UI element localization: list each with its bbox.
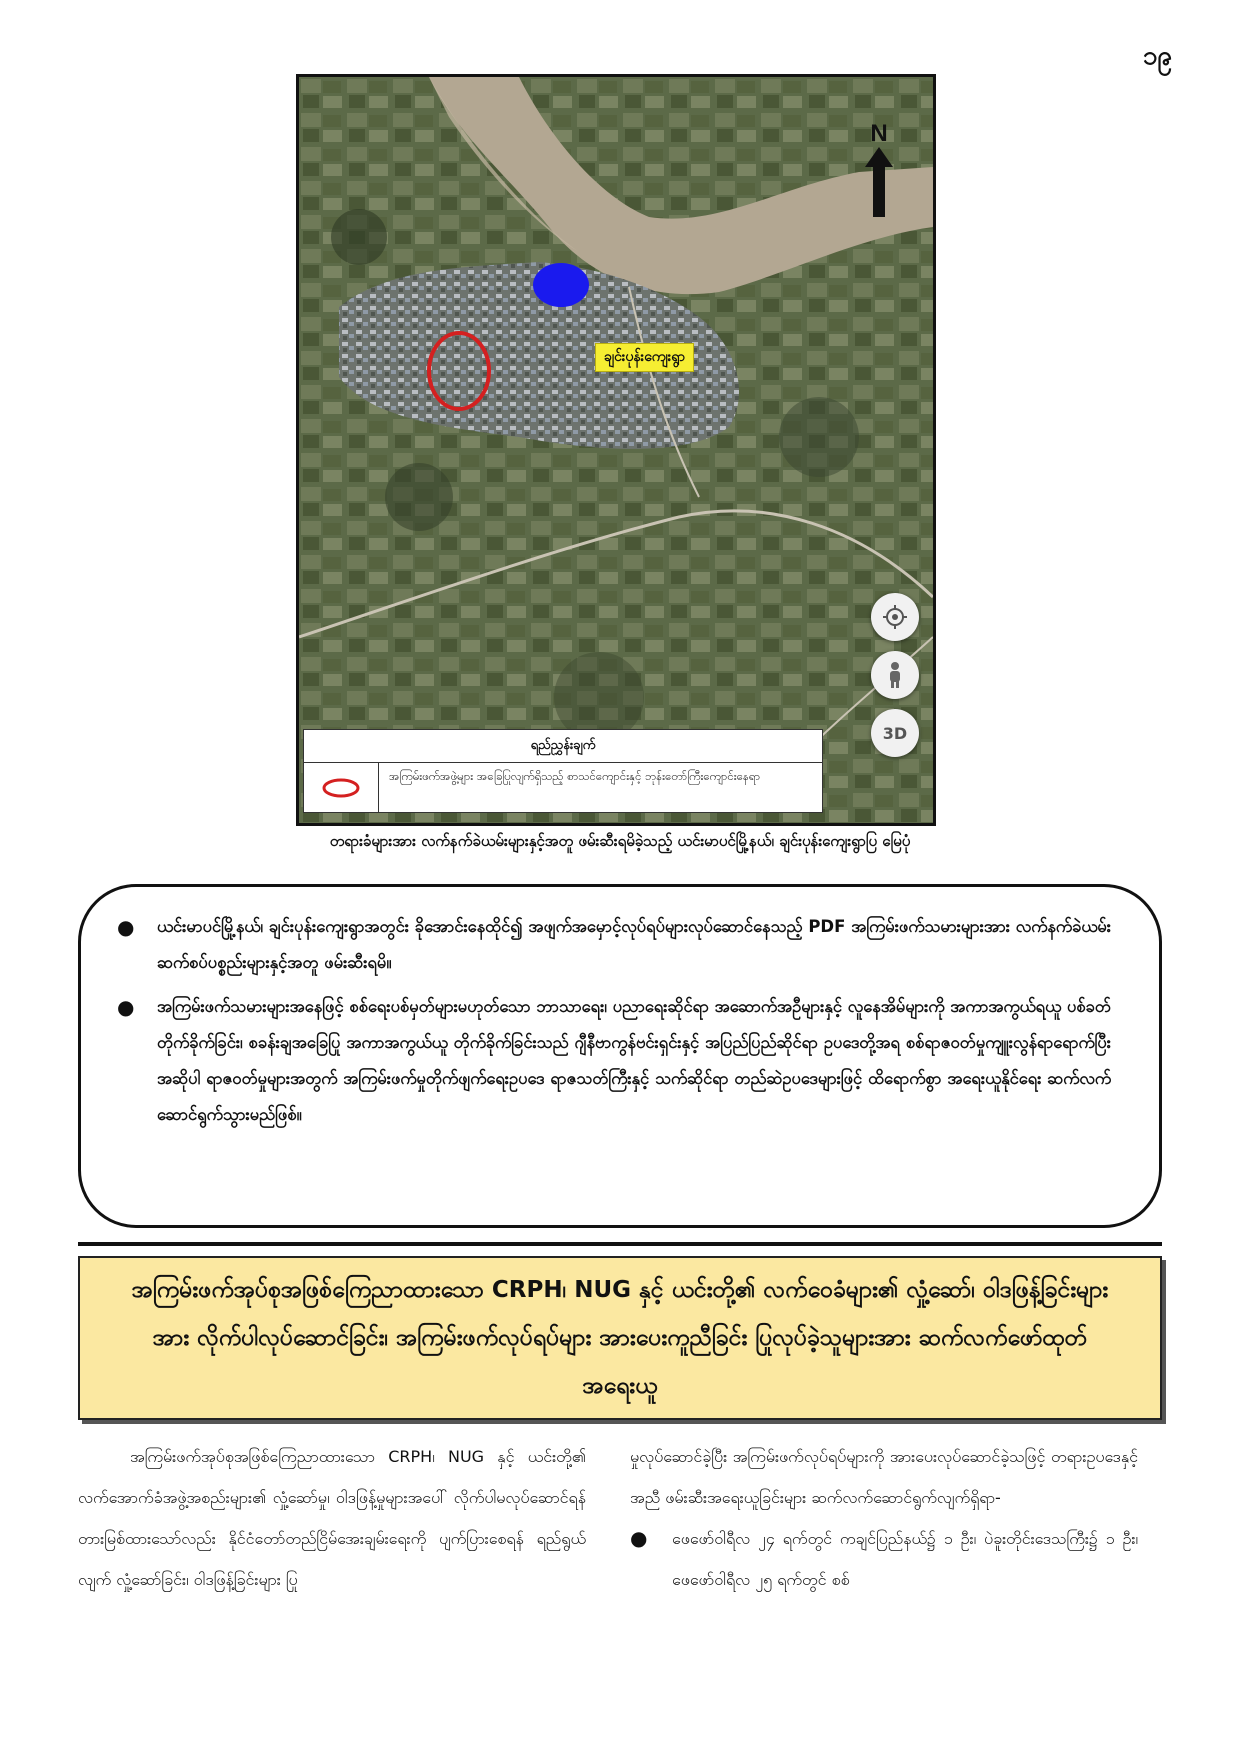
bullet-icon: ● [117,915,135,939]
summary-item-text: အကြမ်းဖက်သမားများအနေဖြင့် စစ်ရေးပစ်မှတ်များမဟုတ်သော ဘာသာရေး၊ ပညာရေးဆိုင်ရာ အဆောက်အဦများနှင့် လူနေအိမ်များကို အကာအကွယ်ရယူ ပစ်ခတ်တိုက်ခိုက်ခြင်း၊ စခန်းချအခြေပြု အကာအကွယ်ယူ တိုက်ခိုက်ခြင်းသည် ဂျီနီဗာကွန်ဗင်းရှင်းနှင့် အပြည်ပြည်ဆိုင်ရာ ဥပဒေတို့အရ စစ်ရာဇဝတ်မှုကျူးလွန်ရာရောက်ပြီး အဆိုပါ ရာဇဝတ်မှုများအတွက် အကြမ်းဖက်မှုတိုက်ဖျက်ရေးဥပဒေ ရာဇသတ်ကြီးနှင့် သက်ဆိုင်ရာ တည်ဆဲဥပဒေများဖြင့် ထိရောက်စွာ အရေးယူနိုင်ရေး ဆက်လက်ဆောင်ရွက်သွားမည်ဖြစ်။ [157,997,1111,1124]
section-divider [78,1242,1162,1246]
bullet-icon: ● [117,995,135,1019]
body-list-item [630,1518,1138,1600]
locate-button[interactable] [871,593,919,641]
body-list [630,1518,1138,1600]
bullet-icon: ● [630,1526,648,1550]
blue-marker [533,263,589,307]
red-ellipse-icon [304,763,379,813]
north-arrow-icon [859,119,899,219]
body-paragraph: အကြမ်းဖက်အုပ်စုအဖြစ်ကြေညာထားသော CRPH၊ NUG နှင့် ယင်းတို့၏ လက်အောက်ခံအဖွဲ့အစည်းများ၏ လှုံ့ဆော်မှု၊ ဝါဒဖြန့်မှုများအပေါ် လိုက်ပါမလုပ်ဆောင်ရန် တားမြစ်ထားသော်လည်း နိုင်ငံတော်တည်ငြိမ်အေးချမ်းရေးကို ပျက်ပြားစေရန် ရည်ရွယ်လျက် လှုံ့ဆော်ခြင်း၊ ဝါဒဖြန့်ခြင်းများ ပြု [78,1447,586,1589]
headline: အကြမ်းဖက်အုပ်စုအဖြစ်ကြေညာထားသော CRPH၊ NUG နှင့် ယင်းတို့၏ လက်ဝေခံများ၏ လှုံ့ဆော်၊ ဝါဒဖြန့်ခြင်းများအား လိုက်ပါလုပ်ဆောင်ခြင်း၊ အကြမ်းဖက်လုပ်ရပ်များ အားပေးကူညီခြင်း ပြုလုပ်ခဲ့သူများအား ဆက်လက်ဖော်ထုတ်အရေးယူ [131,1277,1109,1399]
summary-box [78,884,1162,1228]
map-terrain [299,77,933,823]
legend-row [304,763,822,813]
summary-item [115,909,1111,981]
headline-box [78,1256,1162,1420]
summary-list [115,909,1111,1133]
svg-text:N: N [870,120,888,147]
body-list-item-text: ဖေဖော်ဝါရီလ ၂၄ ရက်တွင် ကချင်ပြည်နယ်၌ ၁ ဦး၊ ပဲခူးတိုင်းဒေသကြီး၌ ၁ ဦး၊ ဖေဖော်ဝါရီလ ၂၅ ရက်တွင် စစ် [672,1529,1138,1589]
map-caption: တရားခံများအား လက်နက်ခဲယမ်းများနှင့်အတူ ဖမ်းဆီးရမိခဲ့သည့် ယင်းမာပင်မြို့နယ်၊ ချင်းပုန်းကျေးရွာပြ မြေပုံ [329,832,911,850]
3d-view-button[interactable]: 3D [871,709,919,757]
village-label: ချင်းပုန်းကျေးရွာ [595,343,694,372]
street-view-button[interactable] [871,651,919,699]
summary-item [115,989,1111,1133]
body-column-right [630,1436,1138,1600]
body-paragraph: မှုလုပ်ဆောင်ခဲ့ပြီး အကြမ်းဖက်လုပ်ရပ်များကို အားပေးလုပ်ဆောင်ခဲ့သဖြင့် တရားဥပဒေနှင့်အညီ ဖမ်းဆီးအရေးယူခြင်းများ ဆက်လက်ဆောင်ရွက်လျက်ရှိရာ- [630,1447,1138,1507]
page-number: ၁၉ [1142,41,1172,71]
summary-item-text: ယင်းမာပင်မြို့နယ်၊ ချင်းပုန်းကျေးရွာအတွင်း ခိုအောင်းနေထိုင်၍ အဖျက်အမှောင့်လုပ်ရပ်များလုပ်ဆောင်နေသည့် PDF အကြမ်းဖက်သမားများအား လက်နက်ခဲယမ်းဆက်စပ်ပစ္စည်းများနှင့်အတူ ဖမ်းဆီးရမိ။ [157,917,1111,972]
map-legend [303,729,823,813]
legend-title: ရည်ညွှန်းချက် [304,730,822,763]
person-icon [884,661,906,689]
legend-item-text: အကြမ်းဖက်အဖွဲ့များ အခြေပြုလျက်ရှိသည့် စာသင်ကျောင်းနှင့် ဘုန်းတော်ကြီးကျောင်းနေရာ [389,769,761,783]
body-column-left [78,1436,586,1600]
satellite-map[interactable] [296,74,936,826]
target-icon [882,604,908,630]
